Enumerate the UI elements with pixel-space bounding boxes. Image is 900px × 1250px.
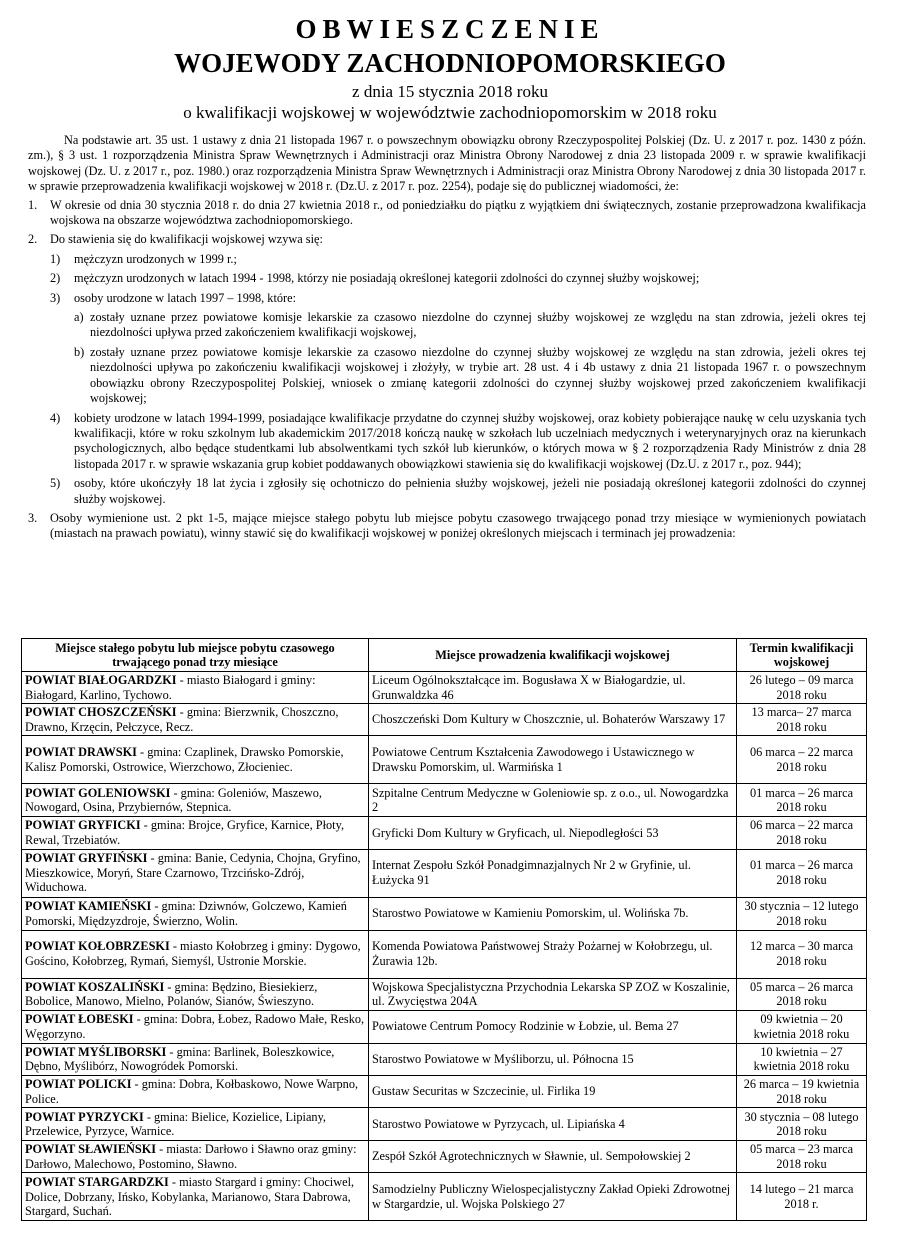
letter-text: zostały uznane przez powiatowe komisje lekarskie za czasowo niezdolne do czynnej służby wojskowej ze względu na stan zdrowia, jeżeli okres tej niezdolności upływa przed zakończeniem kwalifikacji wojskowej,: [90, 310, 866, 340]
subpoint-text: mężczyzn urodzonych w latach 1994 - 1998, którzy nie posiadają określonej kategorii zdolności do czynnej służby wojskowej;: [74, 271, 700, 286]
location-cell: Powiatowe Centrum Kształcenia Zawodowego i Ustawicznego w Drawsku Pomorskim, ul. Warmińska 1: [369, 736, 737, 784]
subpoint-number: 3): [50, 290, 61, 305]
residence-cell: [22, 736, 369, 784]
gminy-list: - gmina: Dobra, Łobez, Radowo Małe, Resko, Węgorzyno.: [25, 1012, 365, 1041]
table-row: [22, 1043, 867, 1075]
subpoint-text: kobiety urodzone w latach 1994-1999, posiadające kwalifikacje przydatne do czynnej służby wojskowej, oraz kobiety pobierające naukę w celu uzyskania tych kwalifikacji, które w roku szkolnym lub akademickim 2017/2018 kończą naukę w szkołach lub uczelniach medycznych i weterynaryjnych oraz na kierunkach psychologicznych, albo będące studentkami lub absolwentkami tych szkół lub kierunków, o których mowa w § 2 rozporządzenia Rady Ministrów z dnia 28 listopada 2017 r. w sprawie wskazania grup kobiet poddawanych obowiązkowi stawienia się do kwalifikacji wojskowej (Dz.U. z 2017 r., poz. 944);: [74, 410, 866, 471]
table-row: [22, 1141, 867, 1173]
powiat-name: POWIAT POLICKI: [25, 1076, 132, 1091]
point-text: W okresie od dnia 30 stycznia 2018 r. do dnia 27 kwietnia 2018 r., od poniedziałku do piątku z wyjątkiem dni świątecznych, zostanie przeprowadzona kwalifikacja wojskowa na obszarze województwa zachodniopomorskiego.: [50, 197, 866, 228]
point-text: Osoby wymienione ust. 2 pkt 1-5, mające miejsce stałego pobytu lub miejsce pobytu czasowego trwającego ponad trzy miesiące w wymienionych powiatach (miastach na prawach powiatu), winny stawić się do kwalifikacji wojskowej w poniżej określonych miejscach i terminach jej prowadzenia:: [50, 510, 866, 541]
location-cell: Choszczeński Dom Kultury w Choszcznie, ul. Bohaterów Warszawy 17: [369, 704, 737, 736]
table-row: [22, 672, 867, 704]
powiat-name: POWIAT GRYFICKI: [25, 818, 141, 833]
gminy-list: - gmina: Brojce, Gryfice, Karnice, Płoty, Rewal, Trzebiatów.: [25, 818, 345, 847]
table-row: [22, 849, 867, 897]
point-number: 3.: [28, 510, 38, 525]
powiat-name: POWIAT KAMIEŃSKI: [25, 898, 152, 913]
gminy-list: - gmina: Banie, Cedynia, Chojna, Gryfino, Mieszkowice, Moryń, Stare Czarnowo, Trzcińsko-Zdrój, Widuchowa.: [25, 851, 361, 895]
table-row: [22, 897, 867, 930]
table-row: [22, 1173, 867, 1221]
gminy-list: - gmina: Barlinek, Boleszkowice, Dębno, Myślibórz, Nowogródek Pomorski.: [25, 1044, 335, 1074]
document-issuer: WOJEWODY ZACHODNIOPOMORSKIEGO: [174, 48, 726, 78]
table-body: [22, 672, 867, 1221]
residence-cell: [22, 1108, 369, 1141]
gminy-list: - gmina: Goleniów, Maszewo, Nowogard, Osina, Przybiernów, Stepnica.: [25, 785, 322, 815]
residence-cell: [22, 704, 369, 736]
term-cell: 14 lutego – 21 marca 2018 r.: [737, 1173, 867, 1221]
subpoint-3: [28, 291, 866, 306]
intro-paragraph: Na podstawie art. 35 ust. 1 ustawy z dnia 21 listopada 1967 r. o powszechnym obowiązku obrony Rzeczypospolitej Polskiej (Dz. U. z 2017 r. poz. 1430 z późn. zm.), § 3 ust. 1 rozporządzenia Ministra Spraw Wewnętrznych i Administracji oraz Ministra Obrony Narodowej z dnia 23 listopada 2009 r. w sprawie kwalifikacji wojskowej (Dz. U. z 2017 r., poz. 1980.) oraz rozporządzenia Ministra Spraw Wewnętrznych i Administracji oraz Ministra Obrony Narodowej z dnia 30 listopada 2017 r. w sprawie przeprowadzenia kwalifikacji wojskowej w 2018 r. (Dz.U. z 2017 r. poz. 2254), podaje się do publicznej wiadomości, że:: [28, 133, 866, 194]
gminy-list: - gmina: Dobra, Kołbaskowo, Nowe Warpno, Police.: [25, 1076, 359, 1106]
table-row: [22, 978, 867, 1010]
location-cell: Gryficki Dom Kultury w Gryficach, ul. Niepodległości 53: [369, 817, 737, 849]
point-3: [28, 511, 866, 542]
document-title: OBWIESZCZENIE: [295, 14, 605, 44]
gminy-list: - miasto Kołobrzeg i gminy: Dygowo, Gościno, Kołobrzeg, Rymań, Siemyśl, Ustronie Morskie.: [25, 939, 361, 969]
location-cell: Komenda Powiatowa Państwowej Straży Pożarnej w Kołobrzegu, ul. Żurawia 12b.: [369, 930, 737, 978]
powiat-name: POWIAT SŁAWIEŃSKI: [25, 1142, 157, 1157]
powiat-name: POWIAT STARGARDZKI: [25, 1174, 169, 1189]
residence-cell: [22, 817, 369, 849]
subpoint-2: [28, 271, 866, 286]
table-row: [22, 736, 867, 784]
residence-cell: [22, 930, 369, 978]
gminy-list: - gmina: Będzino, Biesiekierz, Bobolice, Manowo, Mielno, Polanów, Sianów, Świeszyno.: [25, 979, 318, 1009]
gminy-list: - gmina: Dziwnów, Golczewo, Kamień Pomorski, Międzyzdroje, Świerzno, Wolin.: [25, 898, 347, 928]
gminy-list: - miasto Stargard i gminy: Chociwel, Dolice, Dobrzany, Ińsko, Kobylanka, Marianowo, Stara Dabrowa, Stargard, Suchań.: [25, 1174, 355, 1219]
powiat-name: POWIAT GRYFIŃSKI: [25, 851, 148, 866]
subpoint-text: mężczyzn urodzonych w 1999 r.;: [74, 251, 237, 266]
term-cell: 05 marca – 23 marca 2018 roku: [737, 1141, 867, 1173]
table-row: [22, 1010, 867, 1043]
point-number: 1.: [28, 197, 38, 212]
point-1: [28, 198, 866, 229]
point-2: [28, 232, 866, 247]
location-cell: Liceum Ogólnokształcące im. Bogusława X w Białogardzie, ul. Grunwaldzka 46: [369, 672, 737, 704]
gminy-list: - gmina: Bierzwnik, Choszczno, Drawno, Krzęcin, Pełczyce, Recz.: [25, 705, 339, 734]
residence-cell: [22, 849, 369, 897]
table-header-row: [22, 639, 867, 672]
term-cell: 10 kwietnia – 27 kwietnia 2018 roku: [737, 1043, 867, 1075]
term-cell: 13 marca– 27 marca 2018 roku: [737, 704, 867, 736]
gminy-list: - miasto Białogard i gminy: Białogard, Karlino, Tychowo.: [25, 673, 316, 702]
subpoint-5: [28, 476, 866, 507]
table-row: [22, 1108, 867, 1141]
residence-cell: [22, 1043, 369, 1075]
point-number: 2.: [28, 232, 38, 247]
term-cell: 30 stycznia – 12 lutego 2018 roku: [737, 897, 867, 930]
location-cell: Gustaw Securitas w Szczecinie, ul. Firlika 19: [369, 1075, 737, 1107]
term-cell: 05 marca – 26 marca 2018 roku: [737, 978, 867, 1010]
residence-cell: [22, 1173, 369, 1221]
residence-cell: [22, 1010, 369, 1043]
subpoint-number: 1): [50, 251, 61, 266]
subpoint-number: 5): [50, 476, 61, 491]
residence-cell: [22, 1075, 369, 1107]
residence-cell: [22, 897, 369, 930]
column-header-term: Termin kwalifikacji wojskowej: [737, 639, 867, 672]
term-cell: 06 marca – 22 marca 2018 roku: [737, 817, 867, 849]
point-text: Do stawienia się do kwalifikacji wojskowej wzywa się:: [50, 232, 323, 247]
table-row: [22, 1075, 867, 1107]
term-cell: 26 marca – 19 kwietnia 2018 roku: [737, 1075, 867, 1107]
gminy-list: - gmina: Czaplinek, Drawsko Pomorskie, Kalisz Pomorski, Ostrowice, Wierzchowo, Złocieniec.: [25, 745, 344, 774]
location-cell: Internat Zespołu Szkół Ponadgimnazjalnych Nr 2 w Gryfinie, ul. Łużycka 91: [369, 849, 737, 897]
document-topic: o kwalifikacji wojskowej w województwie zachodniopomorskim w 2018 roku: [183, 103, 717, 122]
location-cell: Starostwo Powiatowe w Pyrzycach, ul. Lipiańska 4: [369, 1108, 737, 1141]
subpoint-text: osoby, które ukończyły 18 lat życia i zgłosiły się ochotniczo do pełnienia służby wojskowej, jeżeli nie posiadają określonej kategorii zdolności do czynnej służby wojskowej.: [74, 476, 866, 506]
gminy-list: - gmina: Bielice, Kozielice, Lipiany, Przelewice, Pyrzyce, Warnice.: [25, 1109, 326, 1139]
gminy-list: - miasta: Darłowo i Sławno oraz gminy: Darłowo, Malechowo, Postomino, Sławno.: [25, 1142, 357, 1171]
subpoint-number: 2): [50, 271, 61, 286]
residence-cell: [22, 978, 369, 1010]
location-cell: Powiatowe Centrum Pomocy Rodzinie w Łobzie, ul. Bema 27: [369, 1010, 737, 1043]
residence-cell: [22, 784, 369, 817]
table-row: [22, 704, 867, 736]
letter-text: zostały uznane przez powiatowe komisje lekarskie za czasowo niezdolne do czynnej służby wojskowej ze względu na stan zdrowia, jeżeli okres tej niezdolności upływa po zakończeniu kwalifikacji wojskowej i złożyły, w trybie art. 28 ust. 4 i 4b ustawy z dnia 21 listopada 1967 r. o powszechnym obowiązku obrony Rzeczypospolitej Polskiej, wniosek o zmianę kategorii zdolności do czynnej służby wojskowej przed zakończeniem kwalifikacji wojskowej;: [90, 344, 866, 406]
location-cell: Starostwo Powiatowe w Kamieniu Pomorskim, ul. Wolińska 7b.: [369, 897, 737, 930]
powiat-name: POWIAT DRAWSKI: [25, 745, 137, 760]
residence-cell: [22, 1141, 369, 1173]
column-header-residence: Miejsce stałego pobytu lub miejsce pobytu czasowego trwającego ponad trzy miesiące: [22, 639, 369, 672]
column-header-location: Miejsce prowadzenia kwalifikacji wojskowej: [369, 639, 737, 672]
powiat-name: POWIAT KOSZALIŃSKI: [25, 979, 165, 994]
table-row: [22, 930, 867, 978]
location-cell: Samodzielny Publiczny Wielospecjalistyczny Zakład Opieki Zdrowotnej w Stargardzie, ul. Wojska Polskiego 27: [369, 1173, 737, 1221]
term-cell: 06 marca – 22 marca 2018 roku: [737, 736, 867, 784]
location-cell: Szpitalne Centrum Medyczne w Goleniowie sp. z o.o., ul. Nowogardzka 2: [369, 784, 737, 817]
subpoint-3b: [28, 345, 866, 407]
subpoint-4: [28, 411, 866, 473]
term-cell: 01 marca – 26 marca 2018 roku: [737, 784, 867, 817]
location-cell: Wojskowa Specjalistyczna Przychodnia Lekarska SP ZOZ w Koszalinie, ul. Zwycięstwa 204A: [369, 978, 737, 1010]
powiat-name: POWIAT KOŁOBRZESKI: [25, 939, 170, 954]
powiat-name: POWIAT ŁOBESKI: [25, 1012, 134, 1027]
powiat-name: POWIAT BIAŁOGARDZKI: [25, 673, 177, 687]
letter-number: a): [74, 310, 84, 325]
powiat-name: POWIAT PYRZYCKI: [25, 1109, 144, 1124]
powiat-name: POWIAT GOLENIOWSKI: [25, 785, 171, 800]
subpoint-text: osoby urodzone w latach 1997 – 1998, które:: [74, 290, 296, 305]
powiat-name: POWIAT MYŚLIBORSKI: [25, 1044, 167, 1059]
letter-number: b): [74, 344, 85, 359]
subpoint-3a: [28, 310, 866, 341]
document-body: [28, 133, 866, 546]
document-date: z dnia 15 stycznia 2018 roku: [352, 82, 548, 101]
term-cell: 12 marca – 30 marca 2018 roku: [737, 930, 867, 978]
qualification-schedule-table: [21, 638, 867, 1221]
residence-cell: [22, 672, 369, 704]
subpoint-1: [28, 252, 866, 267]
term-cell: 26 lutego – 09 marca 2018 roku: [737, 672, 867, 704]
powiat-name: POWIAT CHOSZCZEŃSKI: [25, 705, 177, 720]
term-cell: 09 kwietnia – 20 kwietnia 2018 roku: [737, 1010, 867, 1043]
table-row: [22, 817, 867, 849]
subpoint-number: 4): [50, 410, 61, 425]
term-cell: 01 marca – 26 marca 2018 roku: [737, 849, 867, 897]
location-cell: Zespół Szkół Agrotechnicznych w Sławnie, ul. Sempołowskiej 2: [369, 1141, 737, 1173]
term-cell: 30 stycznia – 08 lutego 2018 roku: [737, 1108, 867, 1141]
location-cell: Starostwo Powiatowe w Myśliborzu, ul. Północna 15: [369, 1043, 737, 1075]
table-row: [22, 784, 867, 817]
